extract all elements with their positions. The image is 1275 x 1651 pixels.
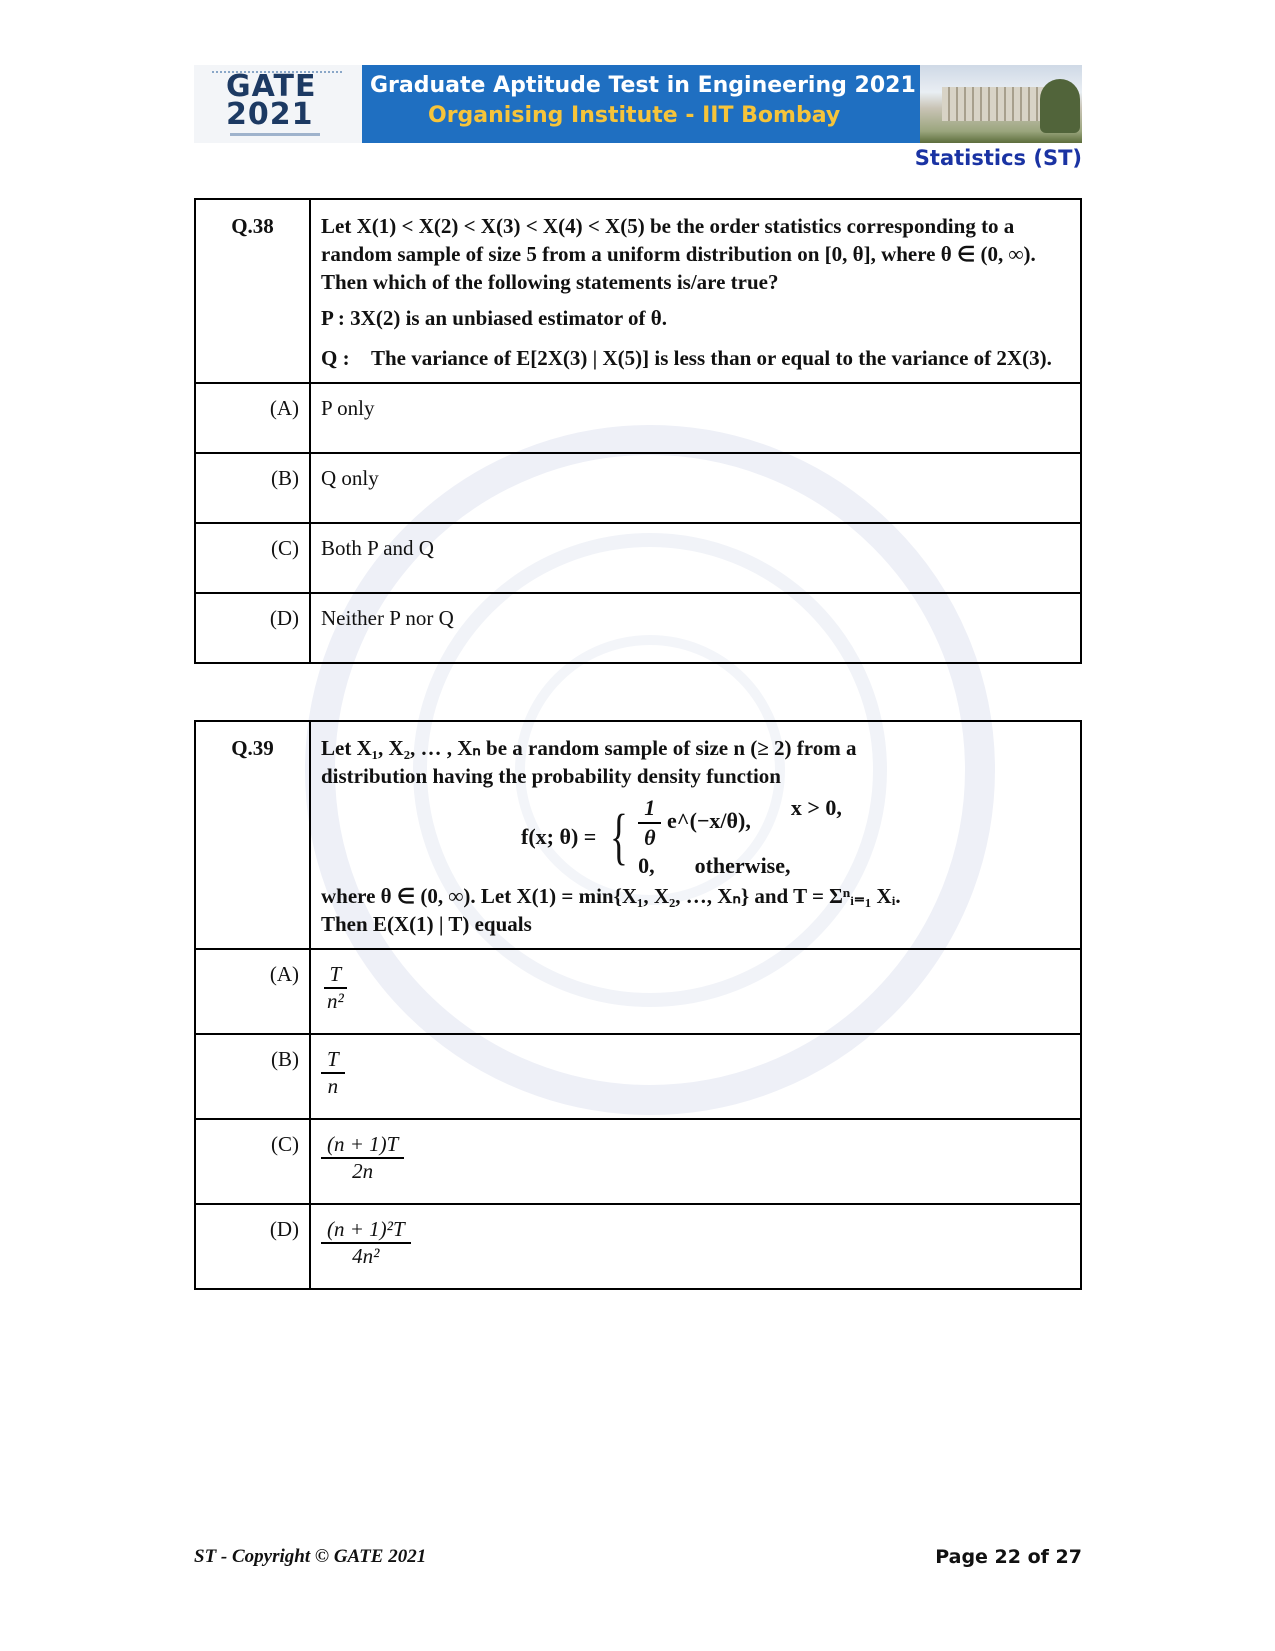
statement-q-label: Q : bbox=[321, 346, 350, 370]
option-label: (A) bbox=[195, 383, 310, 453]
option-label: (B) bbox=[195, 453, 310, 523]
question-after-line1: where θ ∈ (0, ∞). Let X(1) = min{X₁, X₂, …, Xₙ} and T = Σⁿᵢ₌₁ Xᵢ. bbox=[321, 884, 901, 908]
fraction-denominator: 4n² bbox=[352, 1244, 380, 1268]
logo-line1: GATE bbox=[226, 69, 317, 104]
formula-fraction bbox=[638, 794, 661, 852]
subject-label: Statistics (ST) bbox=[914, 146, 1082, 170]
option-fraction bbox=[321, 1132, 404, 1184]
option-text: Both P and Q bbox=[310, 523, 1081, 593]
formula-exponential: e^(−x/θ), bbox=[667, 808, 751, 834]
statement-p bbox=[321, 304, 1068, 332]
page-number: Page 22 of 27 bbox=[935, 1546, 1082, 1568]
header-banner bbox=[194, 65, 1082, 143]
option-fraction bbox=[321, 1217, 411, 1269]
option-label: (D) bbox=[195, 593, 310, 663]
option-text: Neither P nor Q bbox=[310, 593, 1081, 663]
option-fraction bbox=[321, 962, 350, 1014]
option-label: (D) bbox=[195, 1204, 310, 1289]
question-stem-line2: distribution having the probability density function bbox=[321, 764, 781, 788]
option-text: P only bbox=[310, 383, 1081, 453]
option-fraction bbox=[321, 1047, 345, 1099]
fraction-numerator: (n + 1)²T bbox=[321, 1217, 411, 1244]
title-bar bbox=[362, 65, 920, 143]
option-fraction-cell bbox=[310, 1034, 1081, 1119]
option-row[interactable] bbox=[195, 593, 1081, 663]
question-number: Q.38 bbox=[195, 199, 310, 383]
question-body bbox=[310, 721, 1081, 949]
statement-q-text: The variance of E[2X(3) | X(5)] is less than or equal to the variance of 2X(3). bbox=[371, 346, 1052, 370]
fraction-denominator: n² bbox=[327, 989, 344, 1013]
formula-condition-2: otherwise, bbox=[694, 853, 791, 878]
option-text: Q only bbox=[310, 453, 1081, 523]
option-row[interactable] bbox=[195, 523, 1081, 593]
fraction-denominator: θ bbox=[644, 825, 656, 850]
statement-p-label: P : bbox=[321, 306, 345, 330]
option-row[interactable] bbox=[195, 383, 1081, 453]
pdf-formula bbox=[521, 794, 1068, 880]
formula-condition-1: x > 0, bbox=[790, 795, 842, 820]
option-row[interactable] bbox=[195, 1119, 1081, 1204]
organising-institute: Organising Institute - IIT Bombay bbox=[428, 103, 841, 128]
statement-p-text: 3X(2) is an unbiased estimator of θ. bbox=[350, 306, 668, 330]
question-stem-line1: Let X₁, X₂, … , Xₙ be a random sample of size n (≥ 2) from a bbox=[321, 736, 857, 760]
fraction-numerator: (n + 1)T bbox=[321, 1132, 404, 1159]
question-stem: Let X(1) < X(2) < X(3) < X(4) < X(5) be the order statistics corresponding to a random sample of size 5 from a uniform distribution on [0, θ], where θ ∈ (0, ∞). Then which of the following statements is/are true? bbox=[321, 214, 1036, 294]
formula-case-2 bbox=[638, 852, 842, 880]
formula-cases bbox=[638, 794, 842, 880]
formula-case-1 bbox=[638, 794, 842, 852]
exam-title: Graduate Aptitude Test in Engineering 2021 bbox=[370, 73, 916, 98]
option-row[interactable] bbox=[195, 453, 1081, 523]
option-fraction-cell bbox=[310, 949, 1081, 1034]
tree-image bbox=[1040, 79, 1080, 133]
question-38 bbox=[194, 198, 1082, 664]
fraction-denominator: n bbox=[327, 1074, 339, 1098]
formula-lhs: f(x; θ) = bbox=[521, 824, 597, 849]
option-row[interactable] bbox=[195, 1034, 1081, 1119]
campus-photo bbox=[920, 65, 1082, 143]
fraction-numerator: T bbox=[321, 1047, 345, 1074]
statement-q bbox=[321, 344, 1068, 372]
formula-value-2: 0, bbox=[638, 853, 655, 878]
option-row[interactable] bbox=[195, 1204, 1081, 1289]
copyright-footer: ST - Copyright © GATE 2021 bbox=[194, 1546, 427, 1567]
question-after-line2: Then E(X(1) | T) equals bbox=[321, 912, 532, 936]
option-label: (C) bbox=[195, 1119, 310, 1204]
formula-brace: { bbox=[610, 803, 629, 871]
gate-logo bbox=[194, 65, 362, 143]
fraction-numerator: T bbox=[324, 962, 348, 989]
logo-tagline-bar bbox=[230, 133, 320, 136]
question-number: Q.39 bbox=[195, 721, 310, 949]
question-body bbox=[310, 199, 1081, 383]
option-fraction-cell bbox=[310, 1119, 1081, 1204]
fraction-numerator: 1 bbox=[638, 794, 661, 824]
logo-line2: 2021 bbox=[226, 97, 314, 132]
option-fraction-cell bbox=[310, 1204, 1081, 1289]
question-39 bbox=[194, 720, 1082, 1290]
option-label: (C) bbox=[195, 523, 310, 593]
fraction-denominator: 2n bbox=[352, 1159, 374, 1183]
option-label: (A) bbox=[195, 949, 310, 1034]
option-row[interactable] bbox=[195, 949, 1081, 1034]
option-label: (B) bbox=[195, 1034, 310, 1119]
